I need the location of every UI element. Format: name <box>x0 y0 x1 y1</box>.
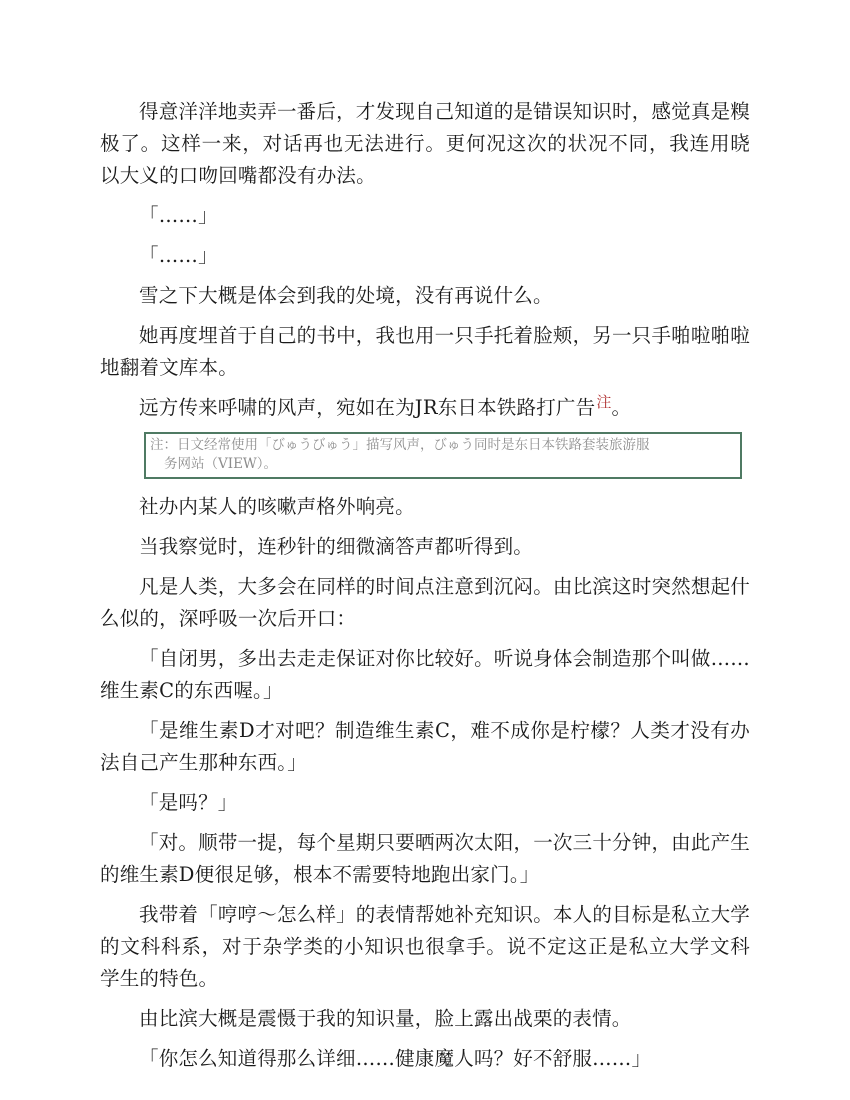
footnote-reference[interactable]: 注 <box>596 392 612 411</box>
document-page <box>100 96 750 1083</box>
dialog-line: 「是吗？」 <box>139 791 238 814</box>
dialog-line: 「对。顺带一提，每个星期只要晒两次太阳，一次三十分钟，由此产生的维生素D便很足够，根本不需要特地跑出家门。」 <box>100 831 750 886</box>
paragraph: 我带着「哼哼～怎么样」的表情帮她补充知识。本人的目标是私立大学的文科科系，对于杂学类的小知识也很拿手。说不定这正是私立大学文科学生的特色。 <box>100 903 750 990</box>
paragraph: 她再度埋首于自己的书中，我也用一只手托着脸颊，另一只手啪啦啪啦地翻着文库本。 <box>100 324 750 379</box>
paragraph-with-footnote <box>100 392 750 424</box>
footnote-line-2: 务网站（VIEW）。 <box>164 456 278 472</box>
paragraph: 由比滨大概是震慑于我的知识量，脸上露出战栗的表情。 <box>139 1007 632 1030</box>
paragraph-text: 远方传来呼啸的风声，宛如在为JR东日本铁路打广告 <box>139 396 596 419</box>
paragraph: 得意洋洋地卖弄一番后，才发现自己知道的是错误知识时，感觉真是糗极了。这样一来，对话再也无法进行。更何况这次的状况不同，我连用晓以大义的口吻回嘴都没有办法。 <box>100 100 750 187</box>
paragraph: 社办内某人的咳嗽声格外响亮。 <box>139 495 415 518</box>
dialog-line: 「你怎么知道得那么详细……健康魔人吗？好不舒服……」 <box>139 1047 652 1070</box>
paragraph-tail: 。 <box>611 396 632 419</box>
paragraph: 雪之下大概是体会到我的处境，没有再说什么。 <box>139 284 553 307</box>
dialog-line: 「……」 <box>139 204 218 227</box>
dialog-line: 「自闭男，多出去走走保证对你比较好。听说身体会制造那个叫做……维生素C的东西喔。」 <box>100 647 750 702</box>
dialog-line: 「是维生素D才对吧？制造维生素C，难不成你是柠檬？人类才没有办法自己产生那种东西。」 <box>100 719 750 774</box>
footnote-box <box>144 432 742 479</box>
dialog-line: 「……」 <box>139 244 218 267</box>
paragraph: 凡是人类，大多会在同样的时间点注意到沉闷。由比滨这时突然想起什么似的，深呼吸一次后开口： <box>100 575 750 630</box>
footnote-line-1: 注：日文经常使用「びゅうびゅう」描写风声，びゅう同时是东日本铁路套装旅游服 <box>150 437 650 453</box>
paragraph: 当我察觉时，连秒针的细微滴答声都听得到。 <box>139 535 534 558</box>
